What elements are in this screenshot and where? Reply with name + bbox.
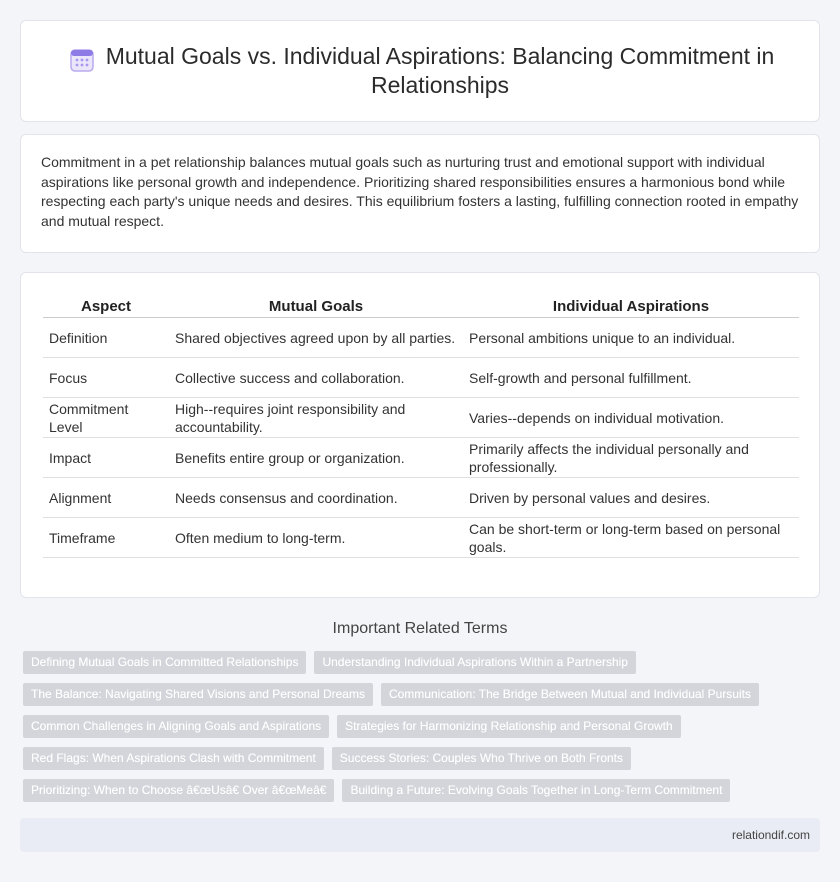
related-terms-title: Important Related Terms	[332, 620, 508, 637]
related-term-link[interactable]: Success Stories: Couples Who Thrive on Both Fronts	[332, 747, 631, 770]
table-cell: Often medium to long-term.	[169, 518, 463, 558]
table-row	[43, 318, 799, 358]
intro-text: Commitment in a pet relationship balances mutual goals such as nurturing trust and emotional support with individual aspirations like personal growth and independence. Prioritizing shared responsibilities ensures a harmonious bond while respecting each party's unique needs and desires. This equilibrium fosters a lasting, fulfilling connection rooted in empathy and mutual respect.	[41, 154, 799, 229]
table-row	[43, 478, 799, 518]
table-cell: Collective success and collaboration.	[169, 358, 463, 398]
column-header-mutual-goals: Mutual Goals	[169, 295, 463, 318]
related-term-link[interactable]: Understanding Individual Aspirations Within a Partnership	[314, 651, 636, 674]
page-title: Mutual Goals vs. Individual Aspirations: Balancing Commitment in Relationships	[105, 43, 775, 98]
table-row	[43, 438, 799, 478]
table-header-row	[43, 295, 799, 318]
table-row	[43, 358, 799, 398]
intro-card	[20, 134, 820, 253]
table-cell: Benefits entire group or organization.	[169, 438, 463, 478]
column-header-aspect: Aspect	[43, 295, 169, 318]
table-cell: Self-growth and personal fulfillment.	[463, 358, 799, 398]
related-term-link[interactable]: Red Flags: When Aspirations Clash with Commitment	[23, 747, 324, 770]
column-header-individual-aspirations: Individual Aspirations	[463, 295, 799, 318]
header-card	[20, 20, 820, 122]
table-cell: Timeframe	[43, 518, 169, 558]
related-term-link[interactable]: Prioritizing: When to Choose â€œUsâ€ Over â€œMeâ€	[23, 779, 334, 802]
table-cell: Can be short-term or long-term based on personal goals.	[463, 518, 799, 558]
footer-site-name: relationdif.com	[731, 828, 810, 842]
table-cell: Varies--depends on individual motivation.	[463, 398, 799, 438]
table-row	[43, 518, 799, 558]
table-cell: Personal ambitions unique to an individual.	[463, 318, 799, 358]
table-cell: Shared objectives agreed upon by all parties.	[169, 318, 463, 358]
related-term-link[interactable]: Building a Future: Evolving Goals Together in Long-Term Commitment	[342, 779, 730, 802]
table-cell: Definition	[43, 318, 169, 358]
related-term-link[interactable]: Defining Mutual Goals in Committed Relationships	[23, 651, 306, 674]
table-cell: High--requires joint responsibility and accountability.	[169, 398, 463, 438]
table-cell: Driven by personal values and desires.	[463, 478, 799, 518]
table-cell: Focus	[43, 358, 169, 398]
related-term-link[interactable]: Communication: The Bridge Between Mutual and Individual Pursuits	[381, 683, 759, 706]
table-cell: Alignment	[43, 478, 169, 518]
comparison-table-card	[20, 272, 820, 598]
footer	[20, 818, 820, 852]
related-term-link[interactable]: Common Challenges in Aligning Goals and Aspirations	[23, 715, 329, 738]
table-cell: Impact	[43, 438, 169, 478]
related-term-link[interactable]: Strategies for Harmonizing Relationship and Personal Growth	[337, 715, 681, 738]
comparison-table	[43, 295, 799, 558]
table-cell: Primarily affects the individual personally and professionally.	[463, 438, 799, 478]
calendar-icon	[69, 47, 95, 73]
table-row	[43, 398, 799, 438]
table-cell: Commitment Level	[43, 398, 169, 438]
related-terms-list	[23, 651, 813, 802]
table-cell: Needs consensus and coordination.	[169, 478, 463, 518]
related-term-link[interactable]: The Balance: Navigating Shared Visions and Personal Dreams	[23, 683, 373, 706]
